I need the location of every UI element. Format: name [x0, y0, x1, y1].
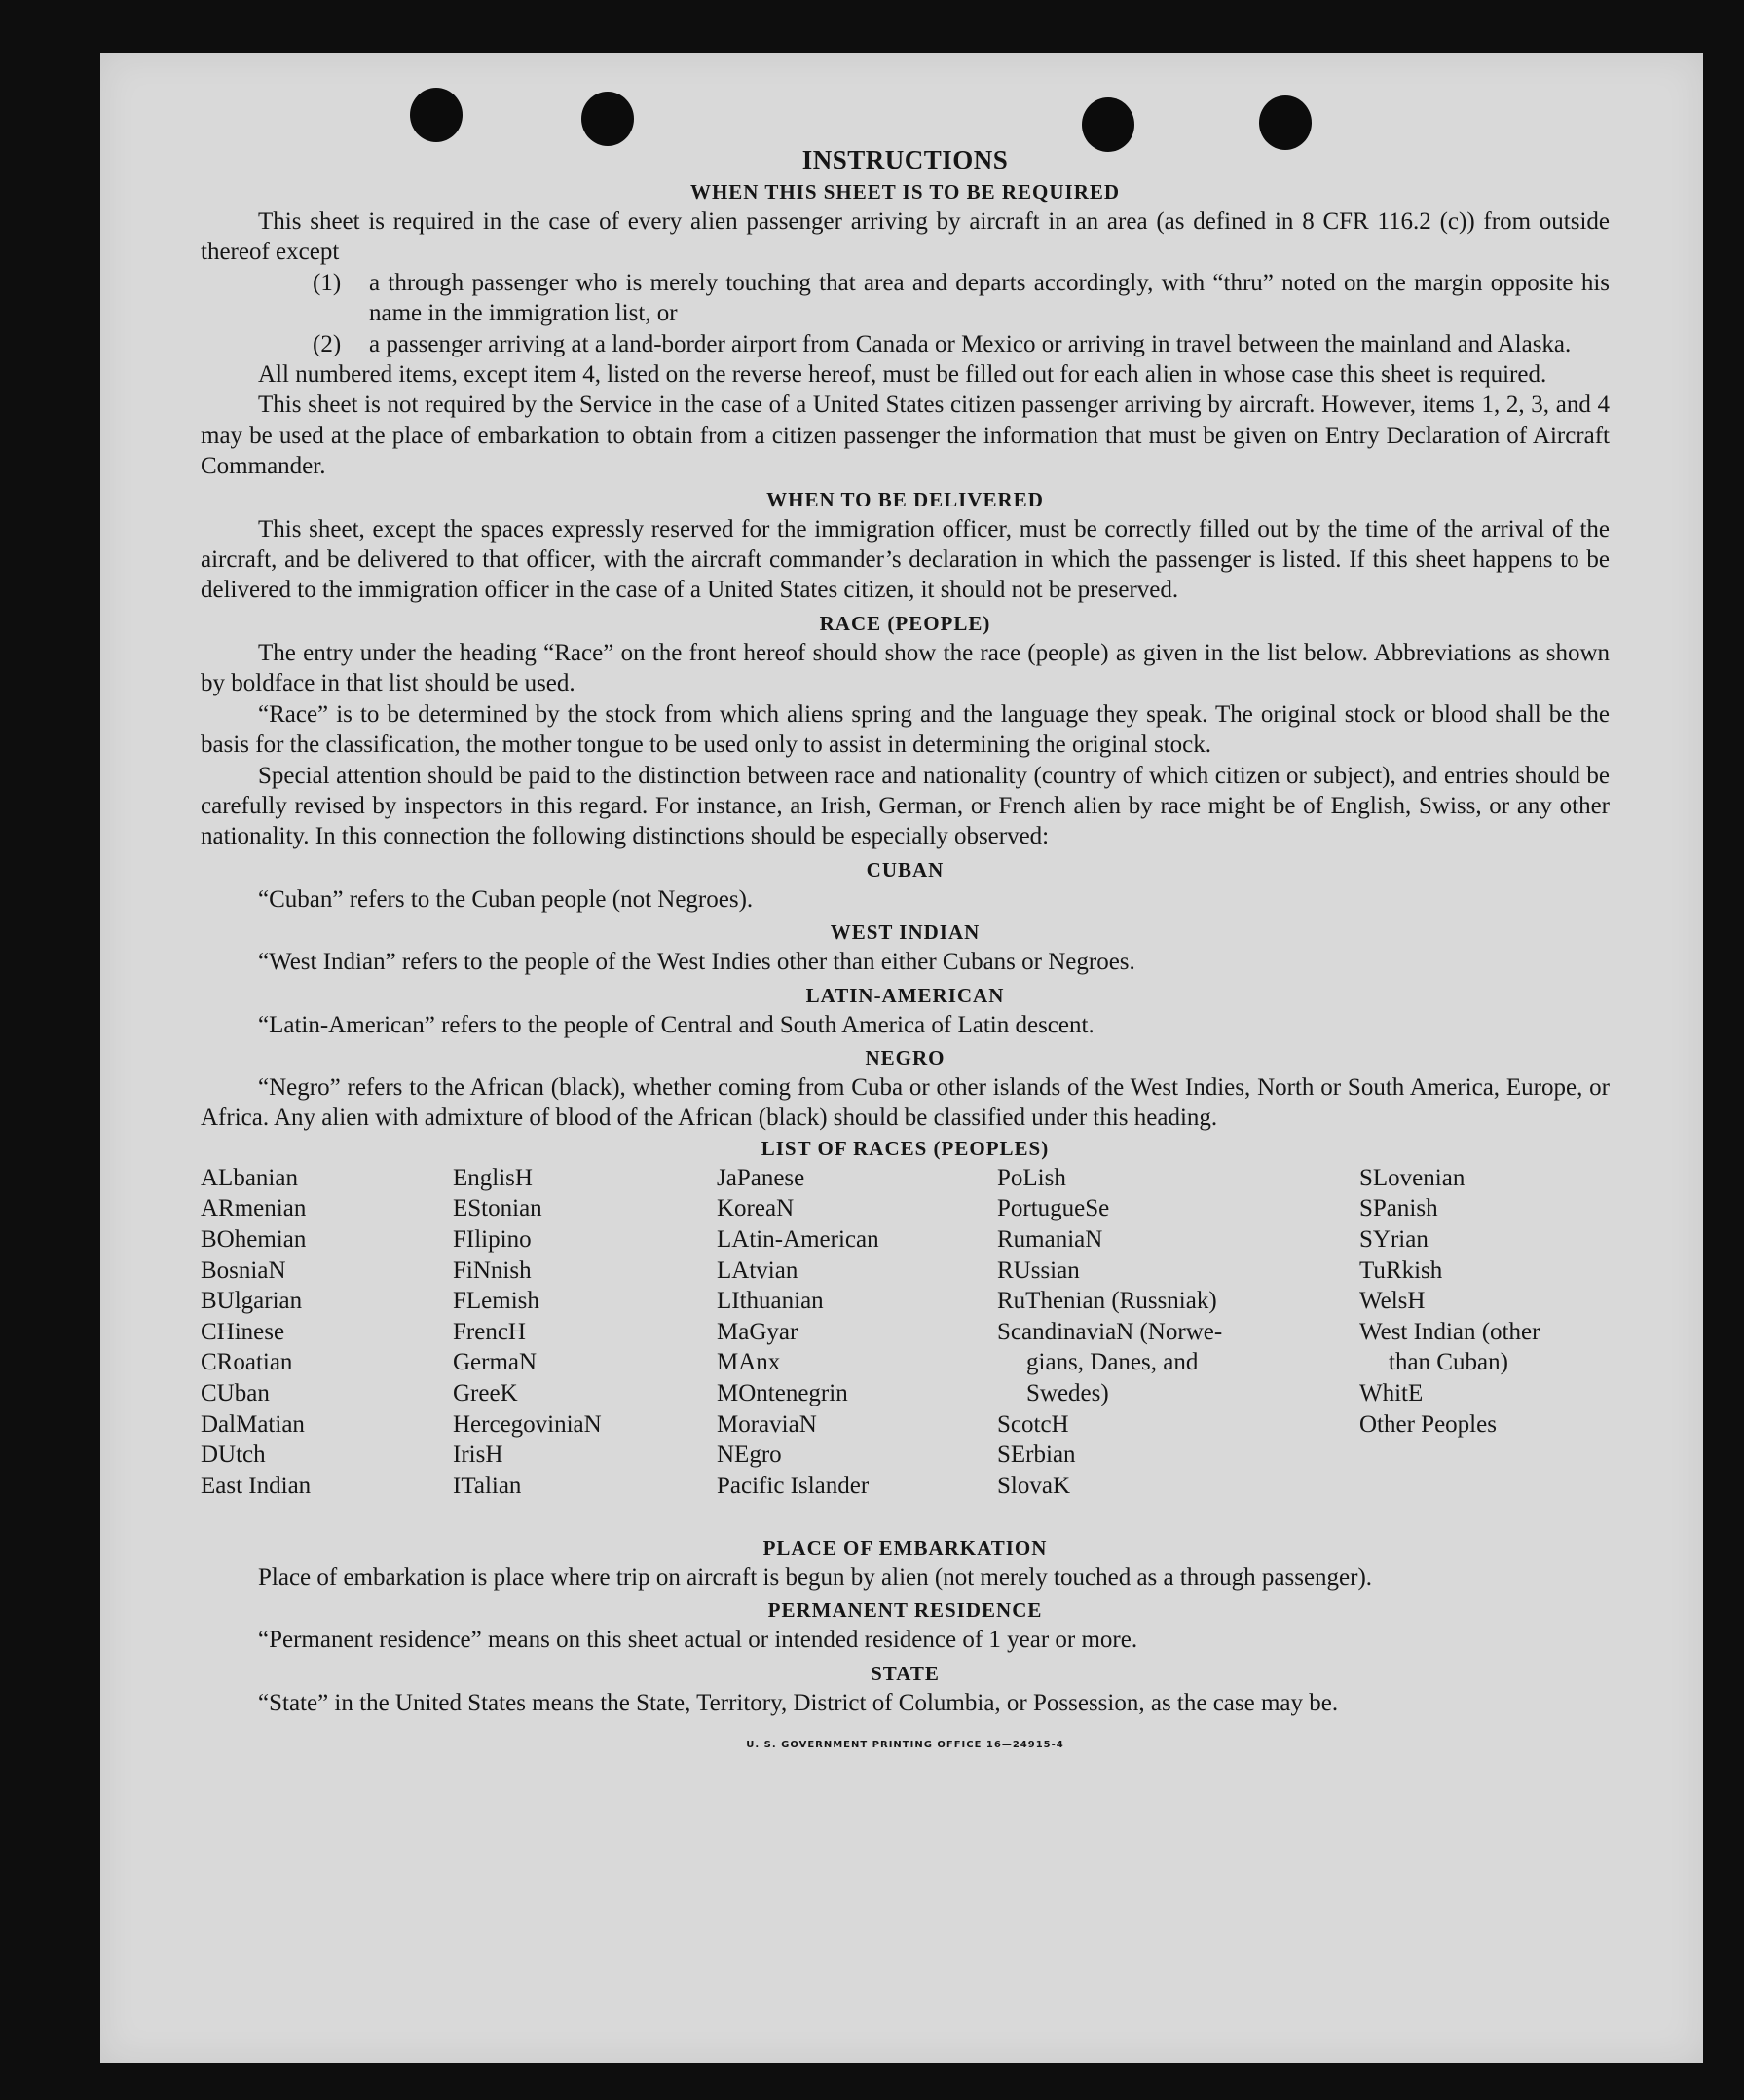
race-entry: FLemish — [453, 1288, 539, 1315]
paragraph: The entry under the heading “Race” on the front hereof should show the race (people) as given in the list below. Abbreviations as shown by boldface in that list should be used. — [201, 639, 1610, 697]
race-entry: Pacific Islander — [717, 1472, 870, 1499]
race-entry: TuRkish — [1359, 1256, 1443, 1284]
paragraph: “State” in the United States means the State, Territory, District of Columbia, or Possession, as the case may be. — [258, 1689, 1339, 1716]
races-column — [997, 1163, 1280, 1502]
paragraph: “Permanent residence” means on this sheet actual or intended residence of 1 year or more. — [258, 1627, 1138, 1654]
race-entry: ScandinaviaN (Norwe- — [997, 1318, 1223, 1345]
races-column — [453, 1163, 602, 1502]
races-column — [717, 1163, 879, 1502]
race-entry: KoreaN — [717, 1195, 795, 1222]
races-column — [201, 1163, 311, 1502]
punch-hole — [581, 92, 634, 146]
paragraph: Place of embarkation is place where trip on aircraft is begun by alien (not merely touched as a through passenger). — [258, 1563, 1373, 1591]
race-entry: MAnx — [717, 1349, 781, 1376]
race-entry: FiNnish — [453, 1256, 532, 1284]
race-entry: CUban — [201, 1379, 270, 1406]
paragraph: This sheet is not required by the Service in the case of a United States citizen passenger arriving by aircraft. However, items 1, 2, 3, and 4 may be used at the place of embarkation to obtain from a citizen passenger the information that must be given on Entry Declaration of Aircraft Commander. — [201, 392, 1610, 480]
race-entry: WhitE — [1359, 1379, 1424, 1406]
race-entry: ARmenian — [201, 1195, 307, 1222]
list-item — [201, 329, 1610, 359]
race-entry: DalMatian — [201, 1410, 305, 1438]
race-entry: PortugueSe — [997, 1195, 1110, 1222]
instructions-body — [201, 142, 1610, 1760]
race-entry: CRoatian — [201, 1349, 293, 1376]
race-entry: FIlipino — [453, 1225, 532, 1253]
race-entry: than Cuban) — [1389, 1349, 1508, 1376]
heading-west-indian: WEST INDIAN — [830, 920, 981, 945]
race-entry: HercegoviniaN — [453, 1410, 602, 1438]
race-entry: DUtch — [201, 1442, 266, 1469]
race-entry: BOhemian — [201, 1225, 307, 1253]
race-entry: WelsH — [1359, 1288, 1426, 1315]
race-entry: ALbanian — [201, 1164, 298, 1191]
page-title: INSTRUCTIONS — [801, 145, 1009, 174]
race-entry: SLovenian — [1359, 1164, 1466, 1191]
heading-negro: NEGRO — [865, 1045, 946, 1069]
race-entry: RumaniaN — [997, 1225, 1103, 1253]
heading-race: RACE (PEOPLE) — [819, 611, 991, 635]
race-entry: JaPanese — [717, 1164, 805, 1191]
item-text: a through passenger who is merely touching that area and departs accordingly, with “thru” noted on the margin opposite his name in the immigration list, or — [369, 269, 1610, 327]
heading-state: STATE — [871, 1661, 940, 1685]
race-entry: Other Peoples — [1359, 1410, 1497, 1438]
race-entry: BosniaN — [201, 1256, 286, 1284]
paragraph: “Race” is to be determined by the stock from which aliens spring and the language they speak. The original stock or blood shall be the basis for the classification, the mother tongue to be used only to assist in determining the original stock. — [201, 700, 1610, 759]
race-entry: FrencH — [453, 1318, 526, 1345]
printer-imprint: U. S. GOVERNMENT PRINTING OFFICE 16—24915-4 — [746, 1739, 1064, 1750]
heading-embarkation: PLACE OF EMBARKATION — [762, 1535, 1048, 1559]
document-sheet — [100, 53, 1703, 2063]
race-entry: SPanish — [1359, 1195, 1438, 1222]
heading-when-delivered: WHEN TO BE DELIVERED — [766, 487, 1044, 511]
races-list — [201, 1163, 1610, 1530]
paragraph: “Negro” refers to the African (black), whether coming from Cuba or other islands of the West Indies, North or South America, Europe, or Africa. Any alien with admixture of blood of the African (black) should be classified under this heading. — [201, 1073, 1610, 1132]
paragraph: This sheet, except the spaces expressly reserved for the immigration officer, must be correctly filled out by the time of the arrival of the aircraft, and be delivered to that officer, with the aircraft commander’s declaration in which the passenger is listed. If this sheet happens to be delivered to the immigration officer in the case of a United States citizen, it should not be preserved. — [201, 515, 1610, 604]
race-entry: EStonian — [453, 1195, 542, 1222]
race-entry: ScotcH — [997, 1410, 1069, 1438]
heading-when-required: WHEN THIS SHEET IS TO BE REQUIRED — [689, 180, 1121, 204]
heading-latin-american: LATIN-AMERICAN — [805, 983, 1005, 1007]
race-entry: RUssian — [997, 1256, 1080, 1284]
race-entry: MaGyar — [717, 1318, 798, 1345]
race-entry: PoLish — [997, 1164, 1066, 1191]
item-number: (2) — [313, 330, 342, 357]
heading-list-of-races: LIST OF RACES (PEOPLES) — [761, 1136, 1050, 1160]
paragraph: “Latin-American” refers to the people of Central and South America of Latin descent. — [258, 1011, 1095, 1038]
heading-cuban: CUBAN — [866, 857, 945, 881]
race-entry: NEgro — [717, 1442, 782, 1469]
race-entry: East Indian — [201, 1472, 312, 1499]
paragraph: “Cuban” refers to the Cuban people (not Negroes). — [258, 885, 754, 913]
heading-permanent-residence: PERMANENT RESIDENCE — [767, 1598, 1043, 1623]
race-entry: LIthuanian — [717, 1288, 824, 1315]
race-entry: BUlgarian — [201, 1288, 303, 1315]
race-entry: SlovaK — [997, 1472, 1070, 1499]
item-text: a passenger arriving at a land-border airport from Canada or Mexico or arriving in travel between the mainland and Alaska. — [369, 330, 1572, 357]
race-entry: gians, Danes, and — [1026, 1349, 1199, 1376]
paragraph: “West Indian” refers to the people of the West Indies other than either Cubans or Negroes. — [258, 949, 1135, 976]
paragraph: All numbered items, except item 4, listed on the reverse hereof, must be filled out for each alien in whose case this sheet is required. — [258, 361, 1547, 389]
race-entry: CHinese — [201, 1318, 285, 1345]
race-entry: EnglisH — [453, 1164, 533, 1191]
race-entry: West Indian (other — [1359, 1318, 1540, 1345]
paragraph: This sheet is required in the case of every alien passenger arriving by aircraft in an area (as defined in 8 CFR 116.2 (c)) from outside thereof except — [201, 208, 1610, 266]
race-entry: GreeK — [453, 1379, 518, 1406]
race-entry: GermaN — [453, 1349, 538, 1376]
punch-hole — [410, 88, 463, 142]
race-entry: IrisH — [453, 1442, 503, 1469]
race-entry: Swedes) — [1026, 1379, 1109, 1406]
race-entry: LAtin-American — [717, 1225, 879, 1253]
race-entry: SYrian — [1359, 1225, 1429, 1253]
race-entry: MOntenegrin — [717, 1379, 848, 1406]
race-entry: RuThenian (Russniak) — [997, 1288, 1217, 1315]
races-column — [1359, 1163, 1540, 1440]
paragraph: Special attention should be paid to the distinction between race and nationality (country of which citizen or subject), and entries should be carefully revised by inspectors in this regard. For instance, an Irish, German, or French alien by race might be of English, Swiss, or any other nationality. In this connection the following distinctions should be especially observed: — [201, 762, 1610, 850]
list-item — [201, 268, 1610, 329]
race-entry: SErbian — [997, 1442, 1076, 1469]
item-number: (1) — [313, 269, 342, 296]
race-entry: ITalian — [453, 1472, 522, 1499]
race-entry: LAtvian — [717, 1256, 798, 1284]
race-entry: MoraviaN — [717, 1410, 817, 1438]
